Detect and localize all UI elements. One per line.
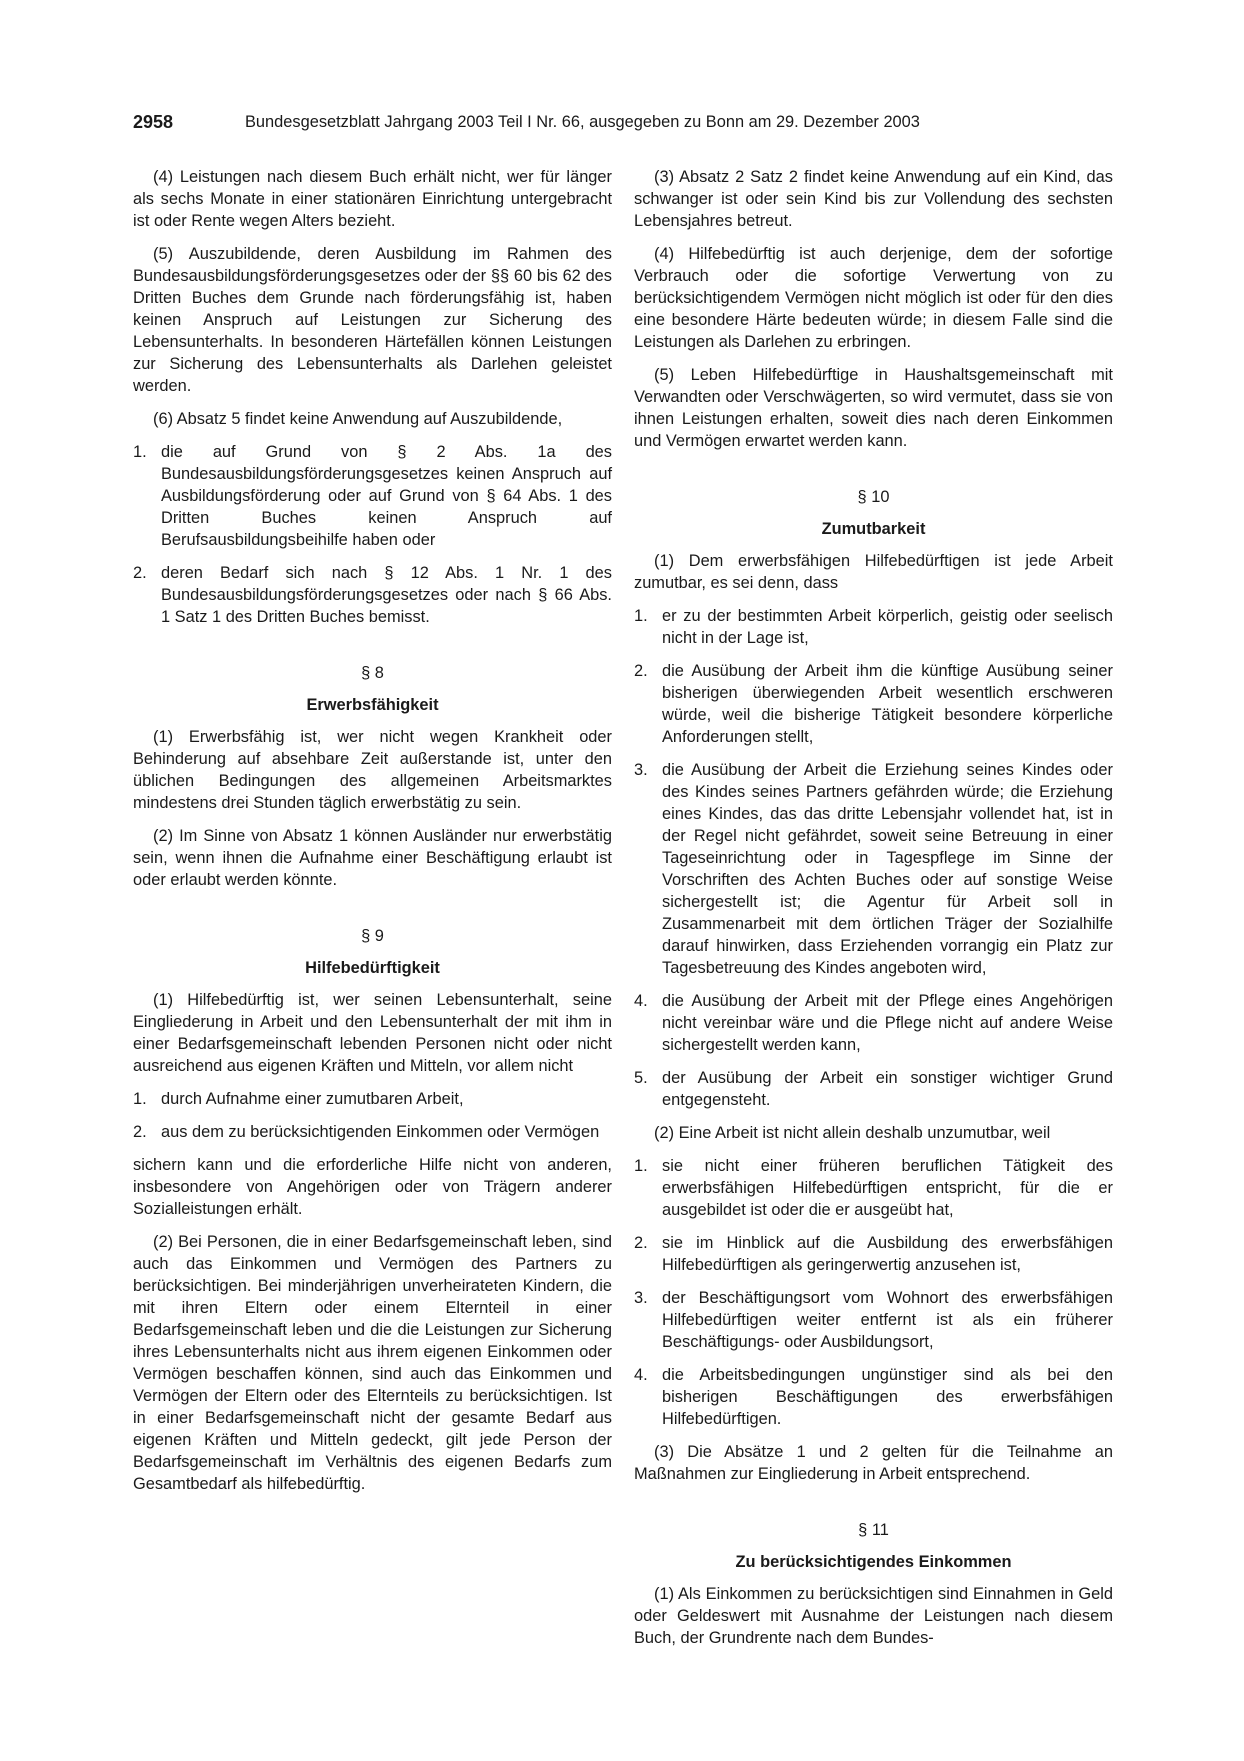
list-item-text: sie nicht einer früheren beruflichen Tätigkeit des erwerbsfähigen Hilfebedürftigen entspricht, für die er ausgebildet ist oder die er ausgeübt hat, bbox=[662, 1157, 1113, 1219]
section-title: Erwerbsfähigkeit bbox=[306, 696, 439, 714]
page-header bbox=[133, 111, 1113, 134]
list-item bbox=[634, 605, 1113, 649]
list-item-number: 4. bbox=[634, 992, 648, 1010]
paragraph: (4) Leistungen nach diesem Buch erhält nicht, wer für länger als sechs Monate in einer stationären Einrichtung untergebracht ist oder Rente wegen Alters bezieht. bbox=[133, 168, 612, 230]
list-item-number: 3. bbox=[634, 761, 648, 779]
paragraph: (3) Absatz 2 Satz 2 findet keine Anwendung auf ein Kind, das schwanger ist oder sein Kind bis zur Vollendung des sechsten Lebensjahres betreut. bbox=[634, 168, 1113, 230]
paragraph: (5) Leben Hilfebedürftige in Haushaltsgemeinschaft mit Verwandten oder Verschwägerten, so wird vermutet, dass sie von ihnen Leistungen erhalten, soweit dies nach deren Einkommen und Vermögen erwartet werden kann. bbox=[634, 366, 1113, 450]
section-number: § 10 bbox=[857, 488, 890, 506]
paragraph: (2) Im Sinne von Absatz 1 können Ausländer nur erwerbstätig sein, wenn ihnen die Aufnahme einer Beschäftigung erlaubt ist oder erlaubt werden könnte. bbox=[133, 827, 612, 889]
paragraph: (4) Hilfebedürftig ist auch derjenige, dem der sofortige Verbrauch oder die sofortige Verwertung von zu berücksichtigendem Vermögen nicht möglich ist oder für den dies eine besondere Härte bedeuten würde; in diesem Falle sind die Leistungen als Darlehen zu erbringen. bbox=[634, 245, 1113, 351]
paragraph: (1) Als Einkommen zu berücksichtigen sind Einnahmen in Geld oder Geldeswert mit Ausnahme der Leistungen nach diesem Buch, der Grundrente nach dem Bundes- bbox=[634, 1585, 1113, 1647]
list-item-text: der Beschäftigungsort vom Wohnort des erwerbsfähigen Hilfebedürftigen weiter entfernt ist als ein früherer Beschäftigungs- oder Ausbildungsort, bbox=[662, 1289, 1113, 1351]
gazette-title: Bundesgesetzblatt Jahrgang 2003 Teil I Nr. 66, ausgegeben zu Bonn am 29. Dezember 2003 bbox=[245, 113, 920, 131]
list-item-text: er zu der bestimmten Arbeit körperlich, geistig oder seelisch nicht in der Lage ist, bbox=[662, 607, 1113, 647]
list-item bbox=[133, 441, 612, 551]
section-number: § 8 bbox=[361, 664, 384, 682]
section-number: § 9 bbox=[361, 927, 384, 945]
list-item-number: 2. bbox=[133, 564, 147, 582]
list-item-text: sie im Hinblick auf die Ausbildung des erwerbsfähigen Hilfebedürftigen als geringerwertig anzusehen ist, bbox=[662, 1234, 1113, 1274]
paragraph: (3) Die Absätze 1 und 2 gelten für die Teilnahme an Maßnahmen zur Eingliederung in Arbeit entsprechend. bbox=[634, 1443, 1113, 1483]
section-number: § 11 bbox=[858, 1521, 889, 1539]
list-item bbox=[634, 1232, 1113, 1276]
paragraph: (2) Eine Arbeit ist nicht allein deshalb unzumutbar, weil bbox=[654, 1124, 1051, 1142]
list-item-number: 3. bbox=[634, 1289, 648, 1307]
section-title: Zu berücksichtigendes Einkommen bbox=[735, 1553, 1012, 1571]
list-item bbox=[634, 1364, 1113, 1430]
list-item-text: deren Bedarf sich nach § 12 Abs. 1 Nr. 1 des Bundesausbildungsförderungsgesetzes oder nach § 66 Abs. 1 Satz 1 des Dritten Buches bemisst. bbox=[161, 564, 612, 626]
paragraph: (1) Dem erwerbsfähigen Hilfebedürftigen ist jede Arbeit zumutbar, es sei denn, dass bbox=[634, 552, 1113, 592]
list-item bbox=[634, 1067, 1113, 1111]
list-item-text: die Ausübung der Arbeit die Erziehung seines Kindes oder des Kindes seines Partners gefährden würde; die Erziehung eines Kindes, das das dritte Lebensjahr vollendet hat, ist in der Regel nicht gefährdet, soweit seine Betreuung in einer Tageseinrichtung oder in Tagespflege im Sinne der Vorschriften des Achten Buches oder auf sonstige Weise sichergestellt ist; die Agentur für Arbeit soll in Zusammenarbeit mit dem örtlichen Träger der Sozialhilfe darauf hinwirken, dass Erziehenden vorrangig ein Platz zur Tagesbetreuung des Kindes angeboten wird, bbox=[662, 761, 1113, 977]
list-item-text: die Arbeitsbedingungen ungünstiger sind als bei den bisherigen Beschäftigungen des erwerbsfähigen Hilfebedürftigen. bbox=[662, 1366, 1113, 1428]
list-item-number: 2. bbox=[634, 662, 648, 680]
list-item-text: die auf Grund von § 2 Abs. 1a des Bundesausbildungsförderungsgesetzes keinen Anspruch auf Ausbildungsförderung oder auf Grund von § 64 Abs. 1 des Dritten Buches keinen Anspruch auf Berufsausbildungsbeihilfe haben oder bbox=[161, 443, 612, 549]
list-item bbox=[133, 562, 612, 628]
list-item-text: die Ausübung der Arbeit ihm die künftige Ausübung seiner bisherigen überwiegenden Arbeit wesentlich erschweren würde, weil die bisherige Tätigkeit besondere körperliche Anforderungen stellt, bbox=[662, 662, 1113, 746]
list-item-text: aus dem zu berücksichtigenden Einkommen oder Vermögen bbox=[161, 1123, 600, 1141]
list-item bbox=[133, 1121, 612, 1143]
section-title: Zumutbarkeit bbox=[821, 520, 926, 538]
right-column bbox=[634, 166, 1113, 1660]
list-item bbox=[634, 759, 1113, 979]
page-number: 2958 bbox=[133, 112, 174, 132]
list-item-number: 2. bbox=[634, 1234, 648, 1252]
list-item-number: 4. bbox=[634, 1366, 648, 1384]
list-item-number: 1. bbox=[634, 1157, 648, 1175]
list-item bbox=[133, 1088, 612, 1110]
paragraph: (1) Erwerbsfähig ist, wer nicht wegen Krankheit oder Behinderung auf absehbare Zeit außerstande ist, unter den üblichen Bedingungen des allgemeinen Arbeitsmarktes mindestens drei Stunden täglich erwerbstätig zu sein. bbox=[133, 728, 612, 812]
list-item bbox=[634, 660, 1113, 748]
list-item-text: durch Aufnahme einer zumutbaren Arbeit, bbox=[161, 1090, 464, 1108]
paragraph: (1) Hilfebedürftig ist, wer seinen Lebensunterhalt, seine Eingliederung in Arbeit und den Lebensunterhalt der mit ihm in einer Bedarfsgemeinschaft lebenden Personen nicht oder nicht ausreichend aus eigenen Kräften und Mitteln, vor allem nicht bbox=[133, 991, 612, 1075]
list-item bbox=[634, 1287, 1113, 1353]
list-item-number: 5. bbox=[634, 1069, 648, 1087]
list-item bbox=[634, 1155, 1113, 1221]
section-title: Hilfebedürftigkeit bbox=[305, 959, 440, 977]
list-item-text: der Ausübung der Arbeit ein sonstiger wichtiger Grund entgegensteht. bbox=[662, 1069, 1113, 1109]
list-item-number: 2. bbox=[133, 1123, 147, 1141]
paragraph: (6) Absatz 5 findet keine Anwendung auf Auszubildende, bbox=[153, 410, 563, 428]
list-item-number: 1. bbox=[634, 607, 648, 625]
paragraph: (2) Bei Personen, die in einer Bedarfsgemeinschaft leben, sind auch das Einkommen und Vermögen des Partners zu berücksichtigen. Bei minderjährigen unverheirateten Kindern, die mit ihren Eltern oder einem Elternteil in einer Bedarfsgemeinschaft leben und die die Leistungen zur Sicherung ihres Lebensunterhalts nicht aus ihrem eigenen Einkommen oder Vermögen beschaffen können, sind auch das Einkommen und Vermögen der Eltern oder des Elternteils zu berücksichtigen. Ist in einer Bedarfsgemeinschaft nicht der gesamte Bedarf aus eigenen Kräften und Mitteln gedeckt, gilt jede Person der Bedarfsgemeinschaft im Verhältnis des eigenen Bedarfs zum Gesamtbedarf als hilfebedürftig. bbox=[133, 1233, 612, 1493]
paragraph: (5) Auszubildende, deren Ausbildung im Rahmen des Bundesausbildungsförderungsgesetzes oder der §§ 60 bis 62 des Dritten Buches dem Grunde nach förderungsfähig ist, haben keinen Anspruch auf Leistungen zur Sicherung des Lebensunterhalts. In besonderen Härtefällen können Leistungen zur Sicherung des Lebensunterhalts als Darlehen geleistet werden. bbox=[133, 245, 612, 395]
list-item-number: 1. bbox=[133, 1090, 147, 1108]
list-item-number: 1. bbox=[133, 443, 147, 461]
left-column bbox=[133, 166, 612, 1506]
paragraph: sichern kann und die erforderliche Hilfe nicht von anderen, insbesondere von Angehörigen oder von Trägern anderer Sozialleistungen erhält. bbox=[133, 1156, 612, 1218]
list-item-text: die Ausübung der Arbeit mit der Pflege eines Angehörigen nicht vereinbar wäre und die Pflege nicht auf andere Weise sichergestellt werden kann, bbox=[662, 992, 1113, 1054]
list-item bbox=[634, 990, 1113, 1056]
